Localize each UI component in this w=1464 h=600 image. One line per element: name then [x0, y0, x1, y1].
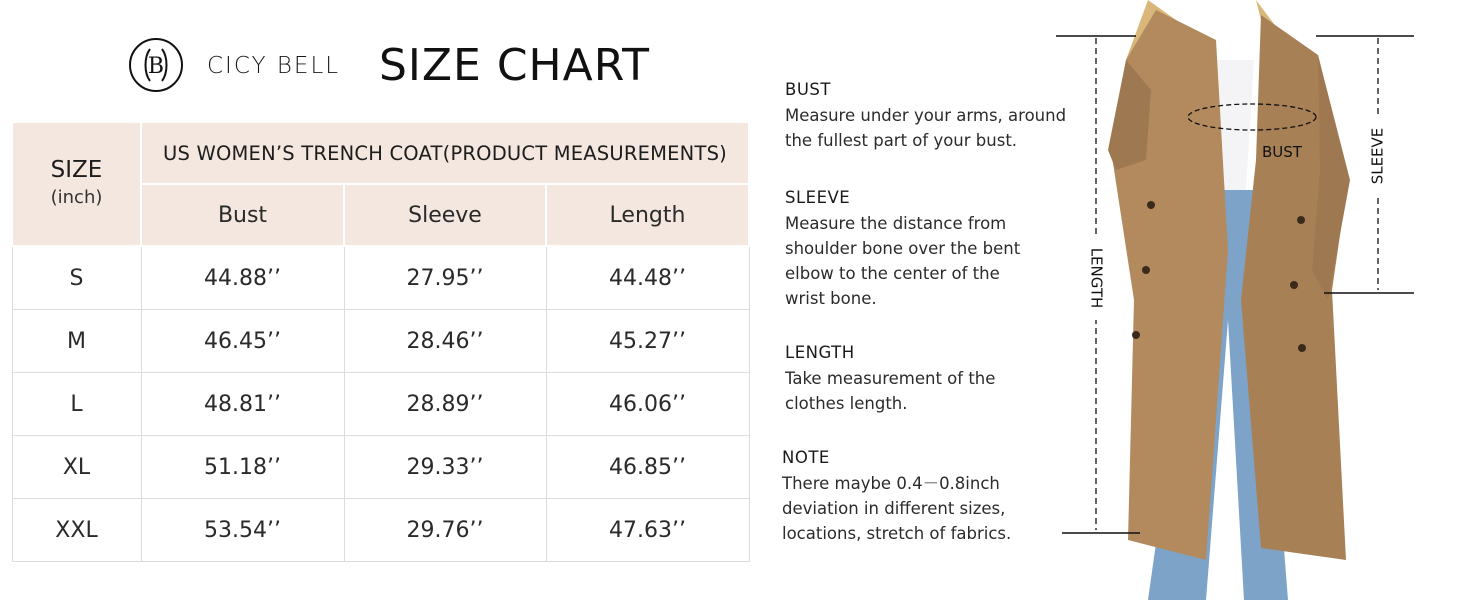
group-header: US WOMEN’S TRENCH COAT(PRODUCT MEASUREMENTS)	[141, 122, 749, 184]
length-text: Take measurement of the clothes length.	[785, 369, 996, 413]
bust-label: BUST	[1262, 143, 1302, 161]
cell-sleeve: 29.76’’	[344, 499, 546, 562]
column-header-sleeve: Sleeve	[344, 184, 546, 246]
bust-instructions	[785, 80, 1085, 153]
sleeve-text: Measure the distance from shoulder bone over the bent elbow to the center of the wrist bone.	[785, 214, 1021, 308]
cell-bust: 48.81’’	[141, 373, 344, 436]
cell-sleeve: 29.33’’	[344, 436, 546, 499]
table-row	[12, 310, 749, 373]
table-row	[12, 246, 749, 310]
cell-size: L	[12, 373, 141, 436]
coat-button	[1142, 266, 1150, 274]
coat-button	[1290, 281, 1298, 289]
column-header-length: Length	[546, 184, 749, 246]
sleeve-instructions	[785, 188, 1035, 311]
length-label: LENGTH	[1087, 247, 1106, 309]
cell-size: M	[12, 310, 141, 373]
coat-button	[1147, 201, 1155, 209]
note-heading: NOTE	[782, 448, 830, 467]
length-heading: LENGTH	[785, 343, 855, 362]
cell-length: 44.48’’	[546, 246, 749, 310]
cell-bust: 53.54’’	[141, 499, 344, 562]
cell-size: XL	[12, 436, 141, 499]
logo-letter: B	[147, 54, 165, 79]
page-title: SIZE CHART	[379, 40, 650, 91]
table-row	[12, 373, 749, 436]
cell-length: 46.06’’	[546, 373, 749, 436]
cell-bust: 51.18’’	[141, 436, 344, 499]
model-photo	[1056, 0, 1464, 600]
sleeve-label: SLEEVE	[1368, 127, 1387, 185]
coat-button	[1297, 216, 1305, 224]
size-table	[11, 121, 750, 562]
cell-size: XXL	[12, 499, 141, 562]
size-label: SIZE	[50, 157, 103, 183]
brand-name: CICY BELL	[207, 53, 341, 79]
cell-sleeve: 28.46’’	[344, 310, 546, 373]
note-text: There maybe 0.4－0.8inch deviation in different sizes, locations, stretch of fabrics.	[782, 474, 1012, 543]
size-header	[12, 122, 141, 246]
column-header-bust: Bust	[141, 184, 344, 246]
bust-text: Measure under your arms, around the fullest part of your bust.	[785, 106, 1067, 150]
note-section	[782, 448, 1032, 546]
coat-button	[1298, 344, 1306, 352]
table-row	[12, 499, 749, 562]
table-row	[12, 436, 749, 499]
cell-sleeve: 27.95’’	[344, 246, 546, 310]
cell-length: 47.63’’	[546, 499, 749, 562]
length-instructions	[785, 343, 1025, 416]
size-unit: (inch)	[50, 187, 103, 208]
cell-bust: 44.88’’	[141, 246, 344, 310]
sleeve-heading: SLEEVE	[785, 188, 851, 207]
cell-length: 46.85’’	[546, 436, 749, 499]
coat-button	[1132, 331, 1140, 339]
cell-size: S	[12, 246, 141, 310]
cell-bust: 46.45’’	[141, 310, 344, 373]
brand-logo	[128, 37, 184, 93]
cell-sleeve: 28.89’’	[344, 373, 546, 436]
bust-heading: BUST	[785, 80, 831, 99]
cell-length: 45.27’’	[546, 310, 749, 373]
